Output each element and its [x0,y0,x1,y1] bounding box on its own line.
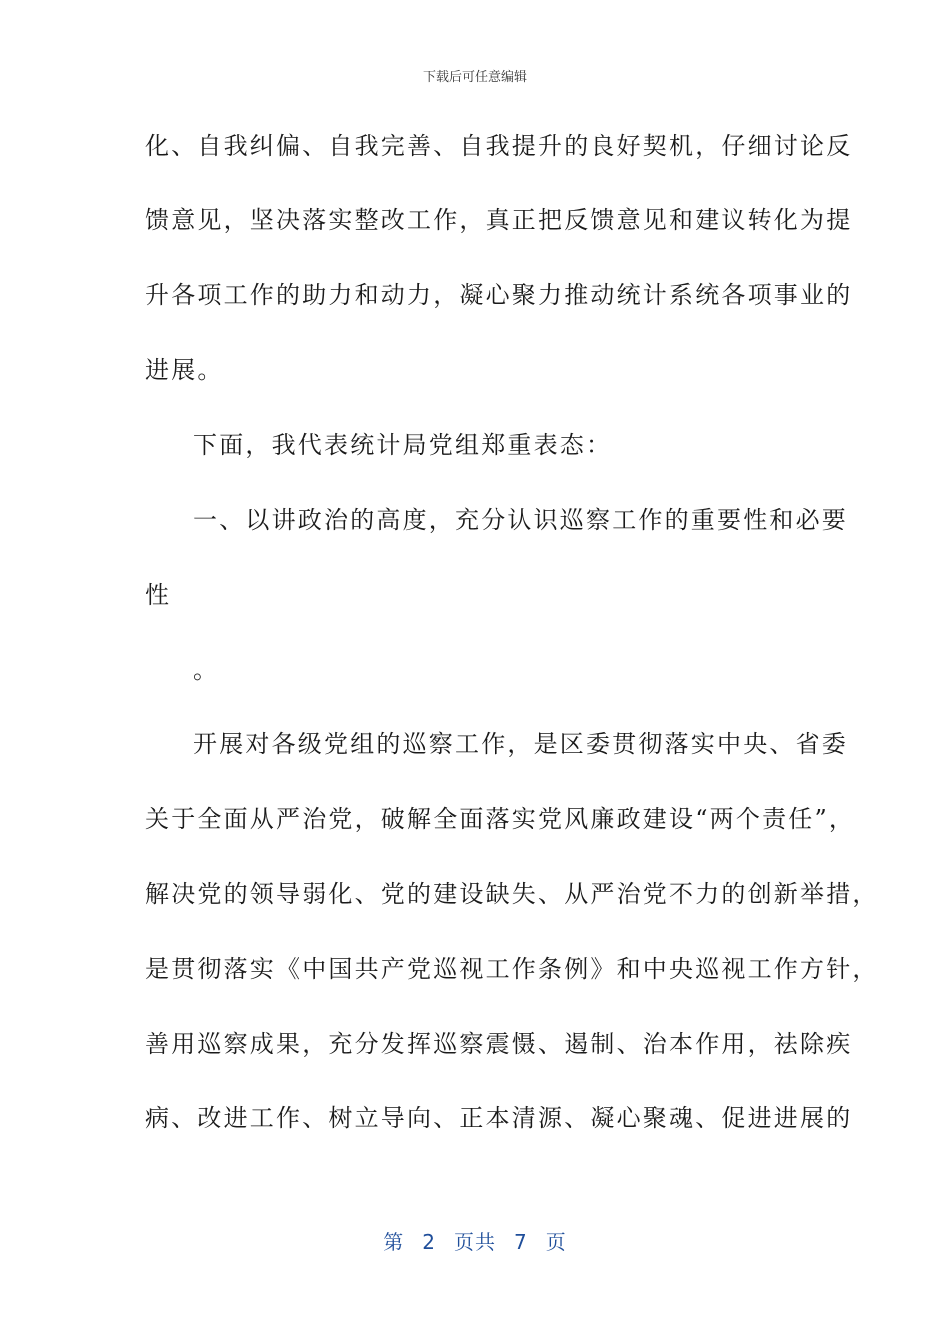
text-line: 善用巡察成果，充分发挥巡察震慑、遏制、治本作用，祛除疾 [145,1030,853,1058]
total-pages-number: 7 [514,1230,528,1254]
text-line: 化、自我纠偏、自我完善、自我提升的良好契机，仔细讨论反 [145,132,853,160]
text-line: 解决党的领导弱化、党的建设缺失、从严治党不力的创新举措， [145,880,879,908]
page-header: 下载后可任意编辑 [422,70,527,85]
text-line: 馈意见，坚决落实整改工作，真正把反馈意见和建议转化为提 [145,206,853,234]
page-number-footer [0,1226,950,1255]
text-line: 是贯彻落实《中国共产党巡视工作条例》和中央巡视工作方针， [145,955,879,983]
text-line: 病、改进工作、树立导向、正本清源、凝心聚魂、促进进展的 [145,1104,853,1132]
paragraph-first-line: 开展对各级党组的巡察工作，是区委贯彻落实中央、省委 [193,730,848,758]
footer-suffix: 页 [545,1230,567,1254]
text-line: 升各项工作的助力和动力，凝心聚力推动统计系统各项事业的 [145,281,853,309]
footer-middle: 页共 [454,1230,496,1254]
text-line: 。 [193,656,220,684]
section-heading-continued: 性 [145,581,172,609]
text-line: 关于全面从严治党，破解全面落实党风廉政建设“两个责任”， [145,805,856,833]
text-line: 进展。 [145,356,224,384]
footer-prefix: 第 [383,1230,405,1254]
paragraph-first-line: 下面，我代表统计局党组郑重表态： [193,431,613,459]
current-page-number: 2 [422,1230,436,1254]
section-heading: 一、以讲政治的高度，充分认识巡察工作的重要性和必要 [193,506,848,534]
